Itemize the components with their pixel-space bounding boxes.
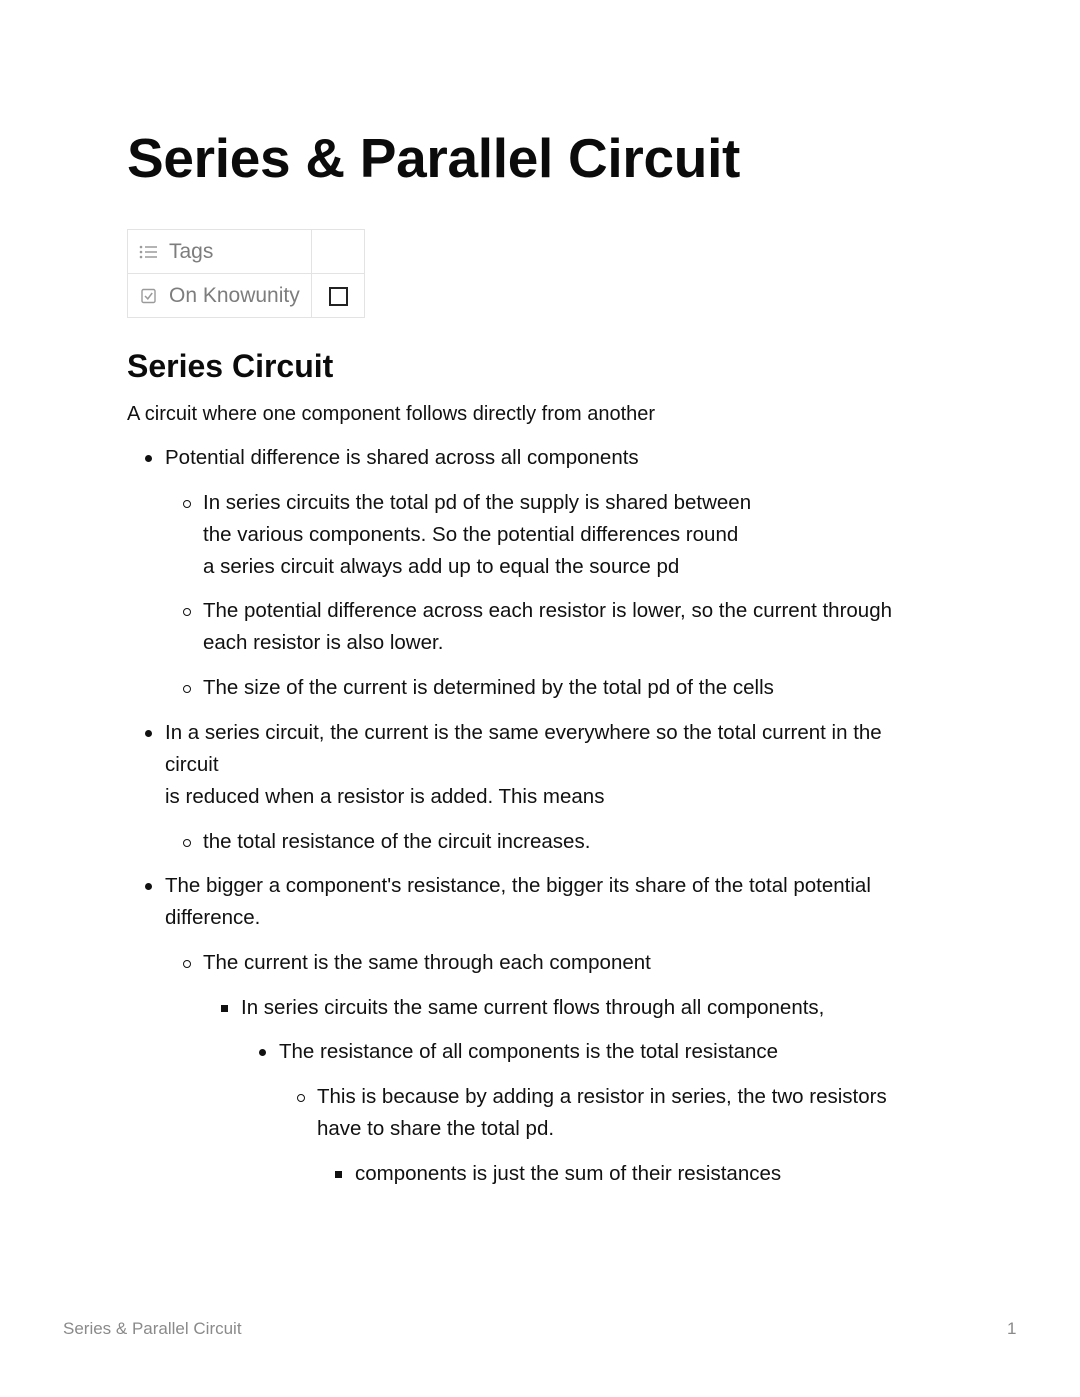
footer-document-name: Series & Parallel Circuit — [63, 1319, 242, 1338]
list-item-text: The resistance of all components is the total resistance — [279, 1040, 779, 1064]
circle-bullet-icon — [183, 839, 191, 847]
circle-bullet-icon — [297, 1094, 305, 1102]
list-item-text: The bigger a component's resistance, the bigger its share of the total potential — [165, 874, 871, 898]
property-row-tags — [128, 230, 365, 274]
square-bullet-icon — [221, 1005, 228, 1012]
list-item-text: difference. — [165, 906, 261, 930]
list-item-text: is reduced when a resistor is added. This means — [165, 784, 605, 808]
list-item-text: In a series circuit, the current is the same everywhere so the total current in the — [165, 720, 882, 744]
list-item-text: a series circuit always add up to equal the source pd — [203, 554, 680, 578]
circle-bullet-icon — [183, 685, 191, 693]
properties-table — [127, 229, 365, 318]
disc-bullet-icon — [145, 730, 152, 737]
list-item-text: components is just the sum of their resistances — [355, 1161, 782, 1185]
property-key[interactable] — [128, 230, 312, 274]
list-item-text: circuit — [165, 752, 219, 776]
intro-paragraph: A circuit where one component follows directly from another — [127, 403, 656, 425]
list-item-text: The size of the current is determined by the total pd of the cells — [203, 676, 774, 700]
tags-value-cell[interactable] — [312, 230, 365, 274]
checkbox-property-icon — [139, 288, 158, 304]
list-item-text: The current is the same through each component — [203, 950, 651, 974]
property-label: On Knowunity — [169, 283, 300, 307]
list-item-text: the various components. So the potential differences round — [203, 522, 739, 546]
section-heading: Series Circuit — [127, 348, 334, 384]
list-icon — [139, 244, 158, 260]
list-item-text: The potential difference across each resistor is lower, so the current through — [203, 599, 893, 623]
property-key[interactable] — [128, 274, 312, 318]
circle-bullet-icon — [183, 608, 191, 616]
page-title: Series & Parallel Circuit — [127, 127, 741, 189]
property-row-on-knowunity — [128, 274, 365, 318]
square-bullet-icon — [335, 1171, 342, 1178]
list-item-text: In series circuits the same current flows through all components, — [241, 995, 825, 1019]
property-label: Tags — [169, 239, 214, 263]
circle-bullet-icon — [183, 500, 191, 508]
on-knowunity-value-cell — [312, 274, 365, 318]
list-item-text: This is because by adding a resistor in series, the two resistors — [317, 1085, 887, 1108]
list-item-text: Potential difference is shared across all components — [165, 446, 639, 469]
disc-bullet-icon — [145, 455, 152, 462]
list-item-text: each resistor is also lower. — [203, 631, 444, 655]
disc-bullet-icon — [145, 883, 152, 890]
on-knowunity-checkbox[interactable] — [329, 287, 348, 306]
list-item-text: have to share the total pd. — [317, 1117, 555, 1140]
list-item-text: the total resistance of the circuit increases. — [203, 829, 591, 853]
footer-page-number: 1 — [1007, 1319, 1017, 1338]
list-item-text: In series circuits the total pd of the supply is shared between — [203, 490, 752, 514]
disc-bullet-icon — [259, 1049, 266, 1056]
circle-bullet-icon — [183, 960, 191, 968]
